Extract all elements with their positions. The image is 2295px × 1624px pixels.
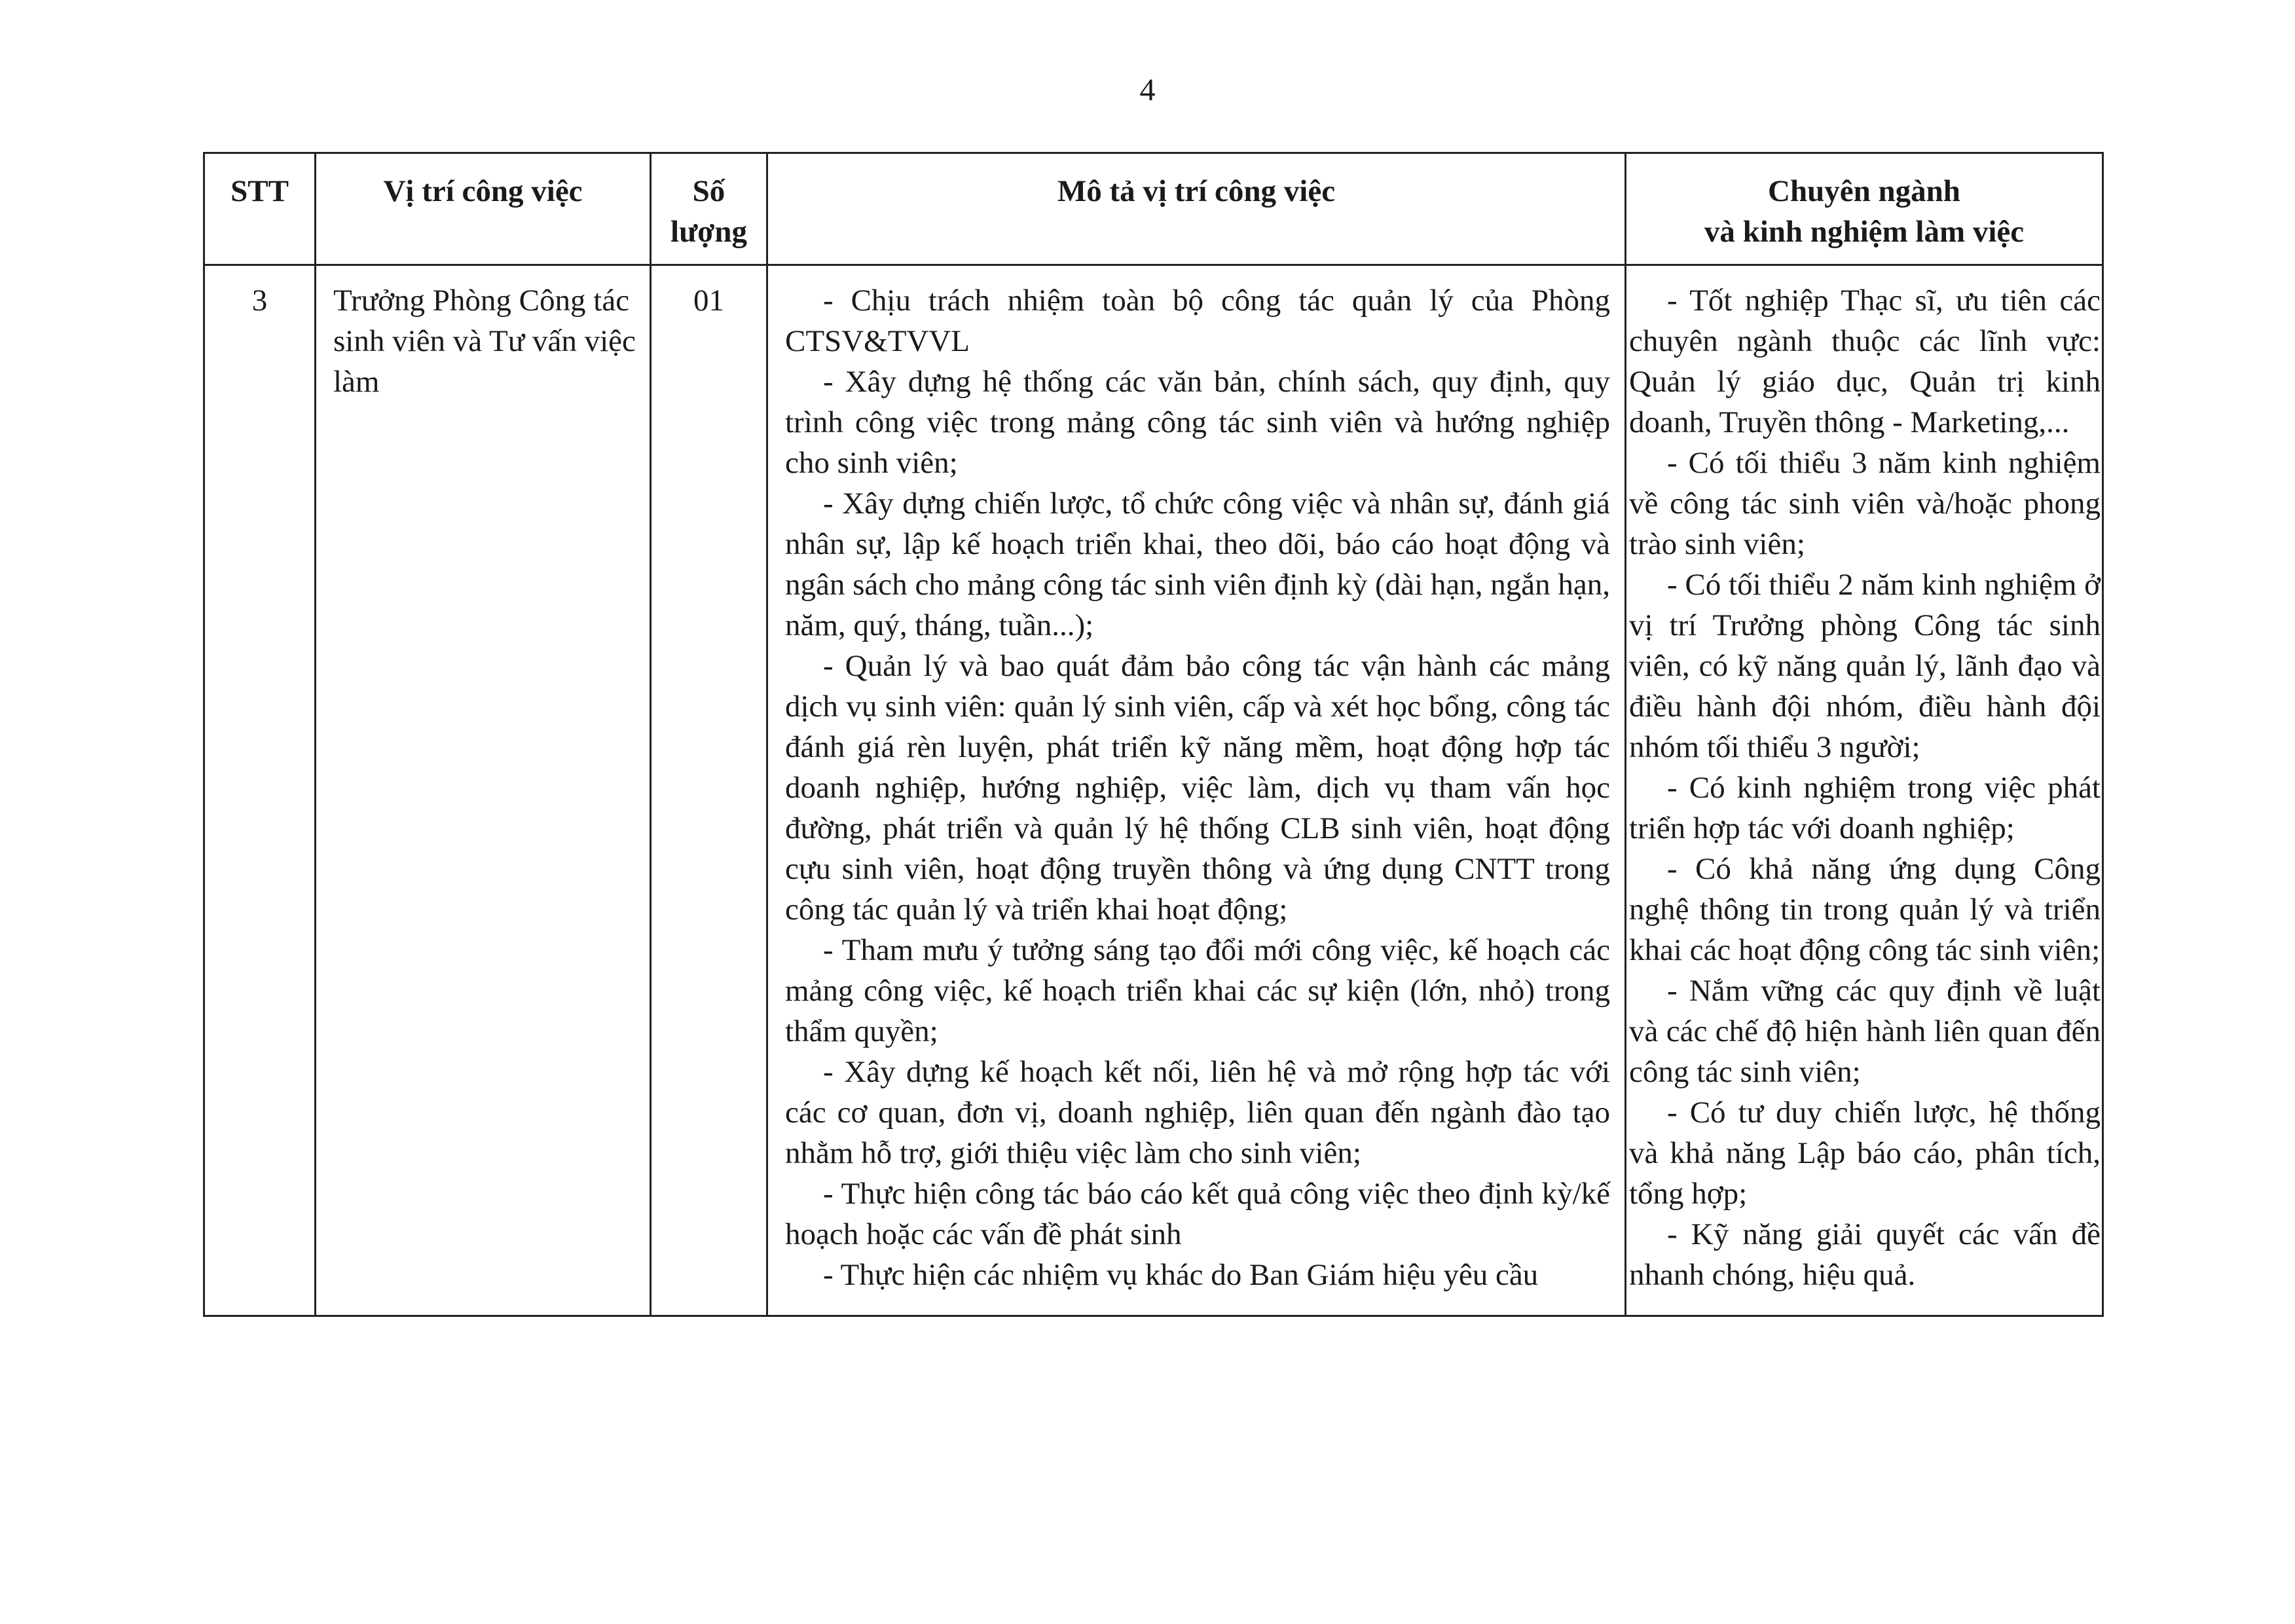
- description-item: - Thực hiện các nhiệm vụ khác do Ban Giám hiệu yêu cầu: [823, 1258, 1539, 1292]
- requirement-item: - Có tối thiểu 2 năm kinh nghiệm ở vị trí Trưởng phòng Công tác sinh viên, có kỹ năng quản lý, lãnh đạo và điều hành đội nhóm, điều hành đội nhóm tối thiểu 3 người;: [1629, 568, 2101, 764]
- header-requirements-line2: và kinh nghiệm làm việc: [1704, 215, 2025, 249]
- description-item: - Quản lý và bao quát đảm bảo công tác vận hành các mảng dịch vụ sinh viên: quản lý sinh viên, cấp và xét học bổng, công tác đánh giá rèn luyện, phát triển kỹ năng mềm, hoạt động hợp tác doanh nghiệp, hướng nghiệp, việc làm, dịch vụ tham vấn học đường, phát triển và quản lý hệ thống CLB sinh viên, hoạt động cựu sinh viên, hoạt động truyền thông và ứng dụng CNTT trong công tác quản lý và triển khai hoạt động;: [785, 649, 1610, 927]
- requirement-item: - Có tối thiểu 3 năm kinh nghiệm về công tác sinh viên và/hoặc phong trào sinh viên;: [1629, 446, 2101, 561]
- requirement-item: - Tốt nghiệp Thạc sĩ, ưu tiên các chuyên ngành thuộc các lĩnh vực: Quản lý giáo dục, Quản trị kinh doanh, Truyền thông - Marketing,...: [1629, 284, 2101, 439]
- description-item: - Chịu trách nhiệm toàn bộ công tác quản lý của Phòng CTSV&TVVL: [785, 284, 1610, 358]
- header-quantity-line1: Số: [692, 174, 725, 208]
- header-quantity: [651, 153, 767, 265]
- requirement-item: - Có kinh nghiệm trong việc phát triển hợp tác với doanh nghiệp;: [1629, 771, 2101, 845]
- table-row: [204, 265, 2103, 1316]
- table-header: [204, 153, 2103, 265]
- requirement-item: - Nắm vững các quy định về luật và các chế độ hiện hành liên quan đến công tác sinh viên;: [1629, 974, 2101, 1089]
- description-item: - Xây dựng chiến lược, tổ chức công việc và nhân sự, đánh giá nhân sự, lập kế hoạch triển khai, theo dõi, báo cáo hoạt động và ngân sách cho mảng công tác sinh viên định kỳ (dài hạn, ngắn hạn, năm, quý, tháng, tuần...);: [785, 487, 1610, 642]
- description-item: - Thực hiện công tác báo cáo kết quả công việc theo định kỳ/kế hoạch hoặc các vấn đề phát sinh: [785, 1177, 1610, 1251]
- cell-position: Trưởng Phòng Công tác sinh viên và Tư vấn việc làm: [316, 265, 651, 1316]
- header-requirements-line1: Chuyên ngành: [1768, 174, 1960, 208]
- requirement-item: - Có tư duy chiến lược, hệ thống và khả năng Lập báo cáo, phân tích, tổng hợp;: [1629, 1096, 2101, 1211]
- cell-stt: 3: [204, 265, 316, 1316]
- page-number: 4: [1139, 73, 1156, 107]
- description-item: - Tham mưu ý tưởng sáng tạo đổi mới công việc, kế hoạch các mảng công việc, kế hoạch triển khai các sự kiện (lớn, nhỏ) trong thẩm quyền;: [785, 933, 1610, 1048]
- description-item: - Xây dựng hệ thống các văn bản, chính sách, quy định, quy trình công việc trong mảng công tác sinh viên và hướng nghiệp cho sinh viên;: [785, 365, 1610, 480]
- cell-description: [767, 265, 1626, 1316]
- requirement-item: - Kỹ năng giải quyết các vấn đề nhanh chóng, hiệu quả.: [1629, 1217, 2101, 1292]
- header-stt: STT: [204, 153, 316, 265]
- header-row: [204, 153, 2103, 265]
- description-item: - Xây dựng kế hoạch kết nối, liên hệ và mở rộng hợp tác với các cơ quan, đơn vị, doanh nghiệp, liên quan đến ngành đào tạo nhằm hỗ trợ, giới thiệu việc làm cho sinh viên;: [785, 1055, 1610, 1170]
- cell-requirements: [1626, 265, 2103, 1316]
- header-requirements: [1626, 153, 2103, 265]
- header-quantity-line2: lượng: [670, 215, 747, 249]
- cell-quantity: 01: [651, 265, 767, 1316]
- header-position: Vị trí công việc: [316, 153, 651, 265]
- requirement-item: - Có khả năng ứng dụng Công nghệ thông tin trong quản lý và triển khai các hoạt động công tác sinh viên;: [1629, 852, 2101, 967]
- job-position-table: [203, 152, 2104, 1317]
- header-description: Mô tả vị trí công việc: [767, 153, 1626, 265]
